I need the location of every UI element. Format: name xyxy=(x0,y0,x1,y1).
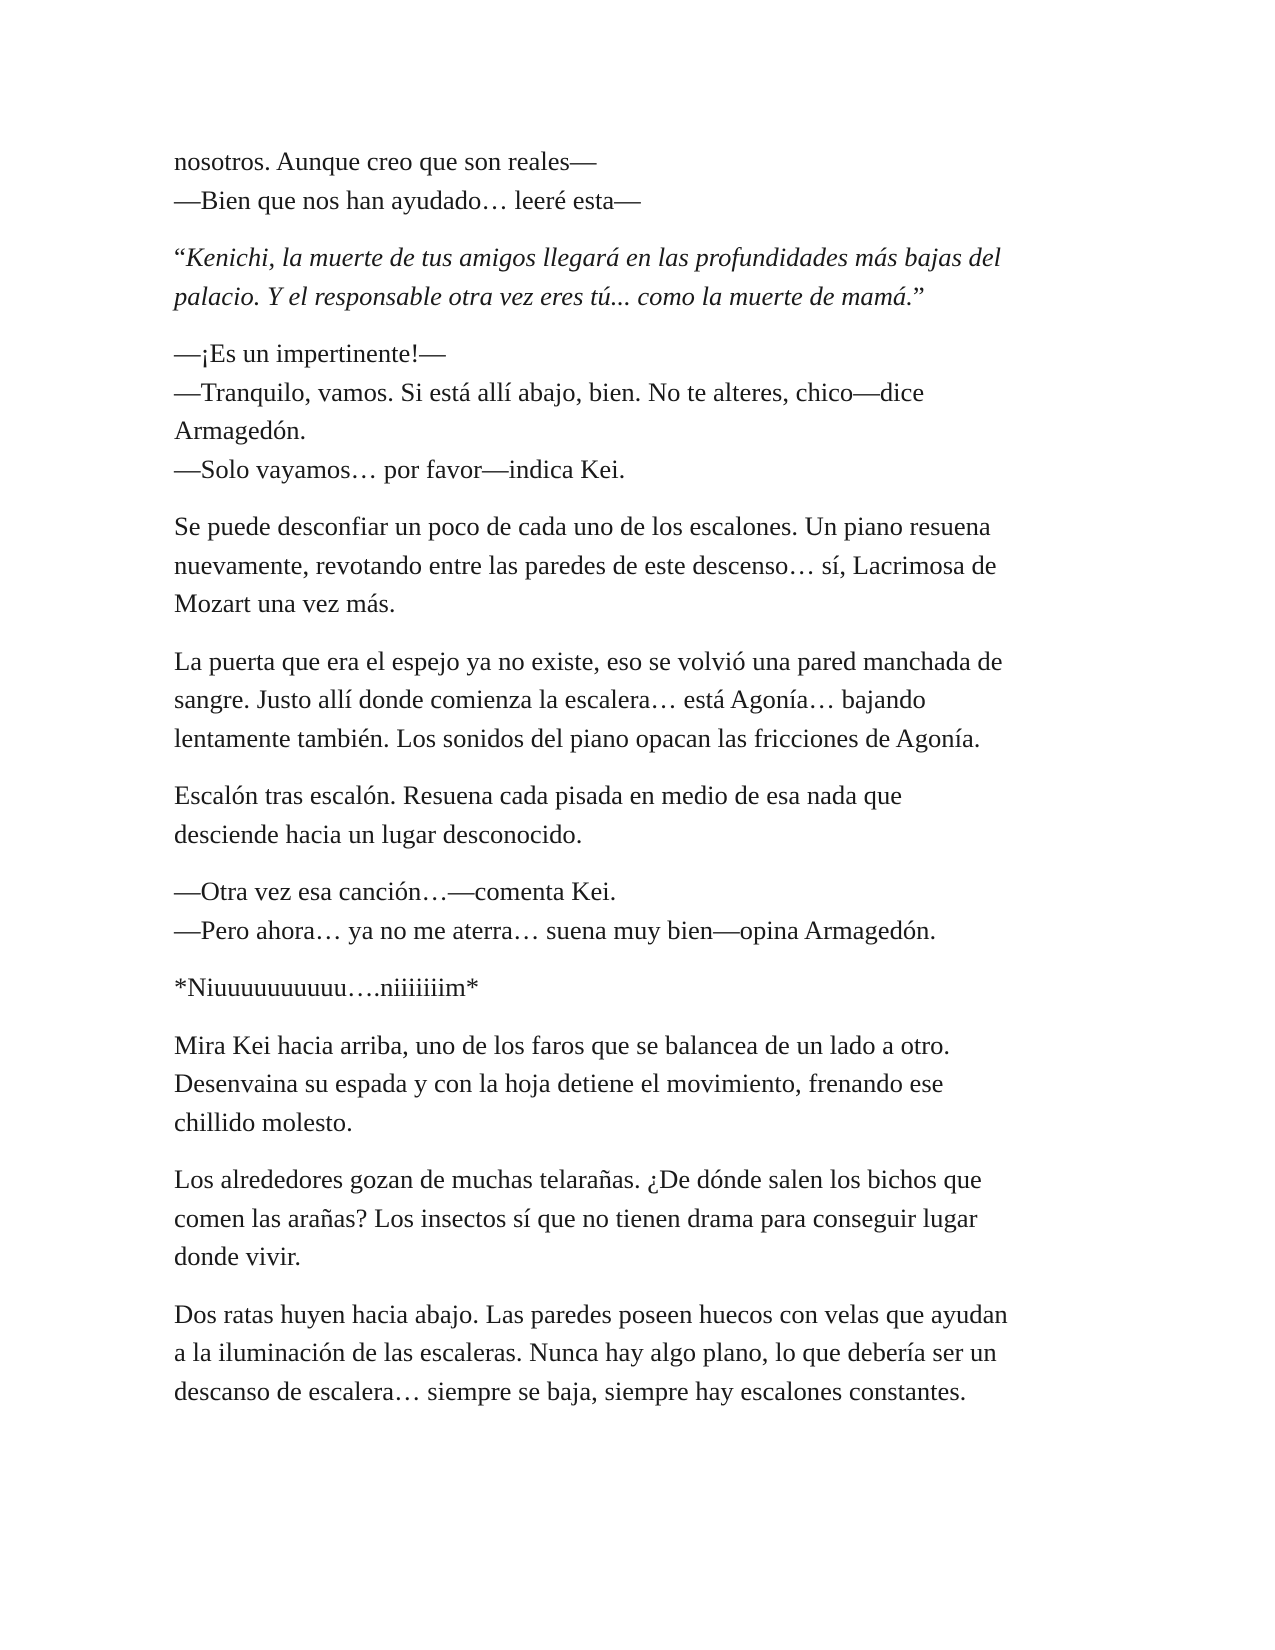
paragraph-10 xyxy=(174,1160,1094,1276)
text-line: Desenvaina su espada y con la hoja detiene el movimiento, frenando ese xyxy=(174,1068,944,1098)
text-line: Mira Kei hacia arriba, uno de los faros que se balancea de un lado a otro. xyxy=(174,1029,951,1060)
text-line: Dos ratas huyen hacia abajo. Las paredes poseen huecos con velas que ayudan xyxy=(174,1298,1008,1329)
text-line: Escalón tras escalón. Resuena cada pisada en medio de esa nada que xyxy=(174,780,903,810)
text-line: a la iluminación de las escaleras. Nunca hay algo plano, lo que debería ser un xyxy=(174,1337,997,1367)
text-line: —Pero ahora… ya no me aterra… suena muy bien—opina Armagedón. xyxy=(174,914,937,945)
text-line: chillido molesto. xyxy=(174,1106,353,1137)
paragraph-6 xyxy=(174,776,1094,853)
text-line: —Tranquilo, vamos. Si está allí abajo, bien. No te alteres, chico—dice xyxy=(174,376,925,407)
paragraph-4 xyxy=(174,507,1094,623)
paragraph-5 xyxy=(174,642,1094,758)
paragraph-1 xyxy=(174,142,1094,219)
paragraph-8 xyxy=(174,968,1094,1007)
document-page xyxy=(174,142,1094,1429)
text-line: donde vivir. xyxy=(174,1241,302,1271)
quote-text: palacio. Y el responsable otra vez eres tú... como la muerte de mamá. xyxy=(174,280,913,311)
text-line: —Solo vayamos… por favor—indica Kei. xyxy=(174,453,626,484)
text-line: Se puede desconfiar un poco de cada uno de los escalones. Un piano resuena xyxy=(174,511,991,541)
text-line: palacio. Y el responsable otra vez eres tú... como la muerte de mamá.” xyxy=(174,280,925,311)
text-line: —Otra vez esa canción…—comenta Kei. xyxy=(174,876,617,906)
text-line: nosotros. Aunque creo que son reales— xyxy=(174,146,597,176)
text-line: La puerta que era el espejo ya no existe, eso se volvió una pared manchada de xyxy=(174,645,1003,676)
text-line: —Bien que nos han ayudado… leeré esta— xyxy=(174,184,641,215)
paragraph-3 xyxy=(174,334,1094,488)
paragraph-11 xyxy=(174,1295,1094,1411)
text-line: *Niuuuuuuuuuu….niiiiiiim* xyxy=(174,972,480,1002)
text-line: comen las arañas? Los insectos sí que no tienen drama para conseguir lugar xyxy=(174,1202,978,1233)
paragraph-9 xyxy=(174,1026,1094,1142)
text-line: desciende hacia un lugar desconocido. xyxy=(174,818,583,849)
paragraph-7 xyxy=(174,872,1094,949)
text-line: descanso de escalera… siempre se baja, siempre hay escalones constantes. xyxy=(174,1375,967,1406)
text-line: nuevamente, revotando entre las paredes de este descenso… sí, Lacrimosa de xyxy=(174,549,997,580)
text-line: sangre. Justo allí donde comienza la escalera… está Agonía… bajando xyxy=(174,684,926,714)
text-line: Mozart una vez más. xyxy=(174,588,396,618)
text-line: “Kenichi, la muerte de tus amigos llegará en las profundidades más bajas del xyxy=(174,242,1002,272)
text-line: Armagedón. xyxy=(174,415,307,445)
quote-paragraph xyxy=(174,238,1094,315)
text-line: —¡Es un impertinente!— xyxy=(174,338,446,368)
text-line: lentamente también. Los sonidos del piano opacan las fricciones de Agonía. xyxy=(174,722,981,753)
text-line: Los alrededores gozan de muchas telarañas. ¿De dónde salen los bichos que xyxy=(174,1164,982,1194)
quote-text: Kenichi, la muerte de tus amigos llegará en las profundidades más bajas del xyxy=(185,242,1002,272)
